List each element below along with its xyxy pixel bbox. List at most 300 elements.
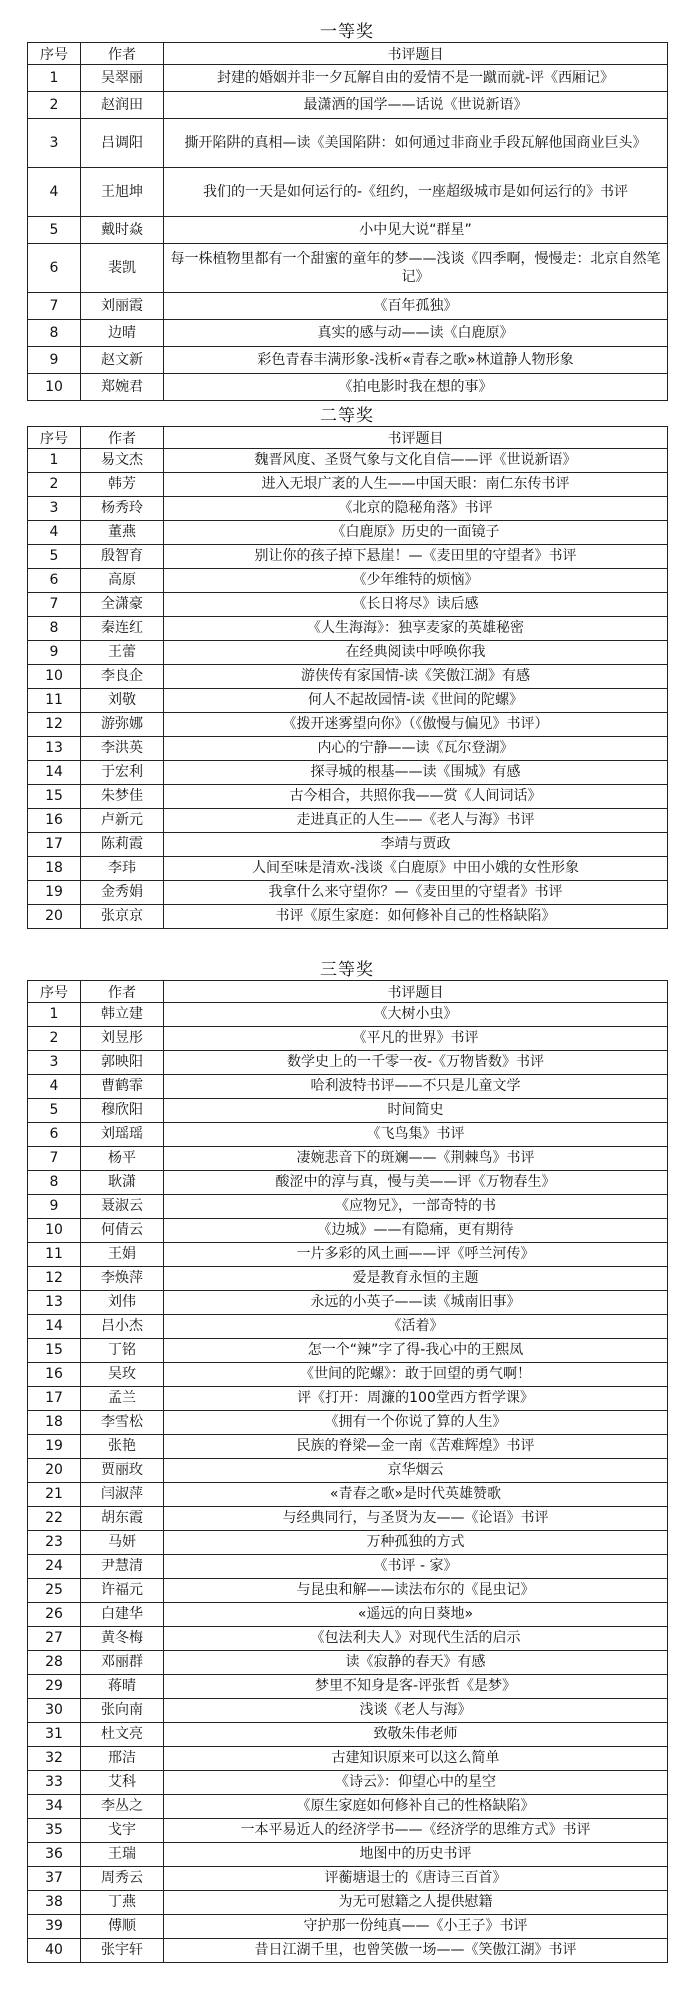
- table-row: [28, 320, 668, 347]
- table-row: [28, 1411, 668, 1435]
- cell-author: 傅顺: [81, 1915, 164, 1939]
- cell-author: 曹鹤霏: [81, 1075, 164, 1099]
- cell-author: 刘瑶瑶: [81, 1123, 164, 1147]
- cell-author: 马妍: [81, 1531, 164, 1555]
- cell-title: 哈利波特书评——不只是儿童文学: [164, 1075, 668, 1099]
- cell-no: 12: [28, 1267, 81, 1291]
- cell-author: 秦连红: [81, 617, 164, 641]
- cell-title: 《北京的隐秘角落》书评: [164, 497, 668, 521]
- cell-no: 5: [28, 545, 81, 569]
- table-row: [28, 833, 668, 857]
- table-row: [28, 1867, 668, 1891]
- cell-no: 9: [28, 641, 81, 665]
- cell-title: 时间简史: [164, 1099, 668, 1123]
- cell-author: 李雪松: [81, 1411, 164, 1435]
- cell-author: 蒋晴: [81, 1675, 164, 1699]
- cell-no: 6: [28, 569, 81, 593]
- cell-title: 梦里不知身是客-评张哲《是梦》: [164, 1675, 668, 1699]
- cell-title: 《活着》: [164, 1315, 668, 1339]
- cell-author: 戴时焱: [81, 217, 164, 244]
- cell-author: 李焕萍: [81, 1267, 164, 1291]
- table-row: [28, 569, 668, 593]
- cell-title: 《白鹿原》历史的一面镜子: [164, 521, 668, 545]
- cell-title: «遥远的向日葵地»: [164, 1603, 668, 1627]
- cell-author: 金秀娟: [81, 881, 164, 905]
- cell-author: 赵润田: [81, 92, 164, 119]
- cell-no: 18: [28, 857, 81, 881]
- cell-author: 王旭坤: [81, 168, 164, 217]
- table-row: [28, 1507, 668, 1531]
- cell-no: 25: [28, 1579, 81, 1603]
- header-no: 序号: [28, 427, 81, 449]
- table-row: [28, 1747, 668, 1771]
- first-prize-section: [27, 22, 667, 401]
- cell-no: 8: [28, 320, 81, 347]
- cell-no: 33: [28, 1771, 81, 1795]
- cell-no: 16: [28, 1363, 81, 1387]
- cell-author: 邓丽群: [81, 1651, 164, 1675]
- cell-author: 胡东霞: [81, 1507, 164, 1531]
- cell-author: 赵文新: [81, 347, 164, 374]
- third-prize-title: 三等奖: [320, 960, 374, 980]
- table-row: [28, 497, 668, 521]
- cell-title: 《大树小虫》: [164, 1003, 668, 1027]
- cell-title: 凄婉悲音下的斑斓——《荆棘鸟》书评: [164, 1147, 668, 1171]
- cell-title: 《边城》——有隐痛，更有期待: [164, 1219, 668, 1243]
- table-row: [28, 809, 668, 833]
- first-prize-title: 一等奖: [320, 22, 374, 42]
- table-row: [28, 1771, 668, 1795]
- cell-author: 易文杰: [81, 449, 164, 473]
- cell-no: 14: [28, 761, 81, 785]
- cell-title: 封建的婚姻并非一夕瓦解自由的爱情不是一蹴而就-评《西厢记》: [164, 65, 668, 92]
- cell-title: 《飞鸟集》书评: [164, 1123, 668, 1147]
- cell-author: 刘丽霞: [81, 293, 164, 320]
- cell-author: 吕调阳: [81, 119, 164, 168]
- cell-author: 李洪英: [81, 737, 164, 761]
- table-header-row: [28, 427, 668, 449]
- cell-no: 13: [28, 737, 81, 761]
- cell-author: 吕小杰: [81, 1315, 164, 1339]
- cell-author: 李丛之: [81, 1795, 164, 1819]
- cell-author: 张向南: [81, 1699, 164, 1723]
- cell-author: 刘伟: [81, 1291, 164, 1315]
- cell-author: 邢洁: [81, 1747, 164, 1771]
- cell-title: 小中见大说“群星”: [164, 217, 668, 244]
- cell-no: 5: [28, 1099, 81, 1123]
- cell-no: 10: [28, 665, 81, 689]
- table-row: [28, 347, 668, 374]
- cell-no: 6: [28, 244, 81, 293]
- cell-title: 最潇洒的国学——话说《世说新语》: [164, 92, 668, 119]
- cell-title: 《拍电影时我在想的事》: [164, 374, 668, 401]
- cell-no: 13: [28, 1291, 81, 1315]
- cell-no: 4: [28, 168, 81, 217]
- cell-no: 40: [28, 1939, 81, 1963]
- cell-author: 高原: [81, 569, 164, 593]
- third-prize-table: [27, 980, 668, 1963]
- cell-author: 李玮: [81, 857, 164, 881]
- cell-author: 游弥娜: [81, 713, 164, 737]
- table-row: [28, 1603, 668, 1627]
- cell-title: 与昆虫和解——读法布尔的《昆虫记》: [164, 1579, 668, 1603]
- cell-no: 20: [28, 1459, 81, 1483]
- table-row: [28, 65, 668, 92]
- cell-author: 韩芳: [81, 473, 164, 497]
- cell-title: 走进真正的人生——《老人与海》书评: [164, 809, 668, 833]
- cell-author: 朱梦佳: [81, 785, 164, 809]
- cell-title: 何人不起故园情-读《世间的陀螺》: [164, 689, 668, 713]
- cell-title: 一片多彩的风土画——评《呼兰河传》: [164, 1243, 668, 1267]
- cell-title: 彩色青春丰满形象-浅析«青春之歌»林道静人物形象: [164, 347, 668, 374]
- cell-author: 周秀云: [81, 1867, 164, 1891]
- table-row: [28, 449, 668, 473]
- table-row: [28, 1435, 668, 1459]
- cell-no: 2: [28, 92, 81, 119]
- cell-author: 刘敬: [81, 689, 164, 713]
- table-row: [28, 374, 668, 401]
- cell-title: 评《打开：周濂的100堂西方哲学课》: [164, 1387, 668, 1411]
- cell-no: 20: [28, 905, 81, 929]
- table-row: [28, 1939, 668, 1963]
- cell-no: 17: [28, 1387, 81, 1411]
- cell-no: 19: [28, 881, 81, 905]
- cell-no: 34: [28, 1795, 81, 1819]
- cell-author: 吴翠丽: [81, 65, 164, 92]
- cell-author: 全潇豪: [81, 593, 164, 617]
- cell-no: 3: [28, 119, 81, 168]
- second-prize-title: 二等奖: [320, 406, 374, 426]
- cell-no: 1: [28, 65, 81, 92]
- cell-author: 张京京: [81, 905, 164, 929]
- cell-no: 2: [28, 1027, 81, 1051]
- cell-author: 许福元: [81, 1579, 164, 1603]
- cell-author: 于宏利: [81, 761, 164, 785]
- cell-author: 耿潇: [81, 1171, 164, 1195]
- cell-title: 京华烟云: [164, 1459, 668, 1483]
- table-row: [28, 1627, 668, 1651]
- cell-no: 35: [28, 1819, 81, 1843]
- cell-author: 郭映阳: [81, 1051, 164, 1075]
- cell-author: 杨秀玲: [81, 497, 164, 521]
- table-row: [28, 473, 668, 497]
- cell-title: 真实的感与动——读《白鹿原》: [164, 320, 668, 347]
- cell-author: 裴凯: [81, 244, 164, 293]
- table-row: [28, 119, 668, 168]
- cell-no: 8: [28, 1171, 81, 1195]
- cell-no: 19: [28, 1435, 81, 1459]
- header-title: 书评题目: [164, 43, 668, 65]
- table-header-row: [28, 43, 668, 65]
- cell-no: 31: [28, 1723, 81, 1747]
- cell-no: 23: [28, 1531, 81, 1555]
- cell-no: 28: [28, 1651, 81, 1675]
- cell-title: 《平凡的世界》书评: [164, 1027, 668, 1051]
- cell-no: 3: [28, 497, 81, 521]
- cell-title: 古建知识原来可以这么简单: [164, 1747, 668, 1771]
- cell-no: 3: [28, 1051, 81, 1075]
- cell-no: 9: [28, 347, 81, 374]
- cell-no: 11: [28, 1243, 81, 1267]
- table-row: [28, 1699, 668, 1723]
- table-row: [28, 737, 668, 761]
- cell-no: 37: [28, 1867, 81, 1891]
- table-row: [28, 545, 668, 569]
- table-row: [28, 1459, 668, 1483]
- table-row: [28, 689, 668, 713]
- header-author: 作者: [81, 981, 164, 1003]
- table-row: [28, 1075, 668, 1099]
- cell-author: 闫淑萍: [81, 1483, 164, 1507]
- cell-title: 《诗云》：仰望心中的星空: [164, 1771, 668, 1795]
- cell-no: 14: [28, 1315, 81, 1339]
- cell-author: 白建华: [81, 1603, 164, 1627]
- table-row: [28, 593, 668, 617]
- table-row: [28, 1579, 668, 1603]
- second-prize-section: [27, 406, 667, 929]
- cell-no: 29: [28, 1675, 81, 1699]
- cell-title: 进入无垠广袤的人生——中国天眼：南仁东传书评: [164, 473, 668, 497]
- cell-no: 38: [28, 1891, 81, 1915]
- cell-title: 浅谈《老人与海》: [164, 1699, 668, 1723]
- cell-title: 我们的一天是如何运行的-《纽约，一座超级城市是如何运行的》书评: [164, 168, 668, 217]
- table-row: [28, 1051, 668, 1075]
- cell-author: 王瑞: [81, 1843, 164, 1867]
- cell-author: 杜文亮: [81, 1723, 164, 1747]
- table-row: [28, 1147, 668, 1171]
- cell-author: 刘昱彤: [81, 1027, 164, 1051]
- cell-no: 1: [28, 449, 81, 473]
- cell-title: 地图中的历史书评: [164, 1843, 668, 1867]
- cell-title: 致敬朱伟老师: [164, 1723, 668, 1747]
- cell-title: 与经典同行，与圣贤为友——《论语》书评: [164, 1507, 668, 1531]
- table-row: [28, 1339, 668, 1363]
- cell-title: 万种孤独的方式: [164, 1531, 668, 1555]
- cell-title: 《拨开迷雾望向你》（《傲慢与偏见》书评）: [164, 713, 668, 737]
- cell-author: 韩立建: [81, 1003, 164, 1027]
- cell-no: 22: [28, 1507, 81, 1531]
- cell-title: 一本平易近人的经济学书——《经济学的思维方式》书评: [164, 1819, 668, 1843]
- cell-author: 何倩云: [81, 1219, 164, 1243]
- cell-no: 1: [28, 1003, 81, 1027]
- table-row: [28, 1531, 668, 1555]
- cell-author: 殷智育: [81, 545, 164, 569]
- cell-title: 《拥有一个你说了算的人生》: [164, 1411, 668, 1435]
- table-row: [28, 1099, 668, 1123]
- cell-title: 人间至味是清欢-浅谈《白鹿原》中田小娥的女性形象: [164, 857, 668, 881]
- header-title: 书评题目: [164, 427, 668, 449]
- cell-title: 书评《原生家庭：如何修补自己的性格缺陷》: [164, 905, 668, 929]
- cell-author: 董燕: [81, 521, 164, 545]
- cell-no: 16: [28, 809, 81, 833]
- table-row: [28, 92, 668, 119]
- cell-no: 17: [28, 833, 81, 857]
- cell-title: 我拿什么来守望你？—《麦田里的守望者》书评: [164, 881, 668, 905]
- table-row: [28, 641, 668, 665]
- cell-no: 4: [28, 1075, 81, 1099]
- cell-title: 别让你的孩子掉下悬崖！—《麦田里的守望者》书评: [164, 545, 668, 569]
- cell-author: 黄冬梅: [81, 1627, 164, 1651]
- cell-title: 《包法利夫人》对现代生活的启示: [164, 1627, 668, 1651]
- cell-author: 丁燕: [81, 1891, 164, 1915]
- cell-title: 撕开陷阱的真相—读《美国陷阱：如何通过非商业手段瓦解他国商业巨头》: [164, 119, 668, 168]
- cell-no: 7: [28, 1147, 81, 1171]
- cell-no: 12: [28, 713, 81, 737]
- table-row: [28, 1723, 668, 1747]
- table-row: [28, 1675, 668, 1699]
- table-row: [28, 1819, 668, 1843]
- table-row: [28, 1891, 668, 1915]
- cell-no: 32: [28, 1747, 81, 1771]
- header-author: 作者: [81, 43, 164, 65]
- table-row: [28, 617, 668, 641]
- cell-no: 7: [28, 593, 81, 617]
- table-row: [28, 521, 668, 545]
- table-row: [28, 1195, 668, 1219]
- table-row: [28, 1003, 668, 1027]
- cell-no: 10: [28, 1219, 81, 1243]
- cell-title: 评蘅塘退士的《唐诗三百首》: [164, 1867, 668, 1891]
- cell-no: 27: [28, 1627, 81, 1651]
- cell-no: 36: [28, 1843, 81, 1867]
- table-row: [28, 217, 668, 244]
- cell-no: 30: [28, 1699, 81, 1723]
- cell-no: 39: [28, 1915, 81, 1939]
- cell-author: 陈莉霞: [81, 833, 164, 857]
- cell-no: 24: [28, 1555, 81, 1579]
- table-row: [28, 1915, 668, 1939]
- cell-title: 读《寂静的春天》有感: [164, 1651, 668, 1675]
- table-row: [28, 881, 668, 905]
- cell-no: 8: [28, 617, 81, 641]
- table-row: [28, 1315, 668, 1339]
- cell-title: 《少年维特的烦恼》: [164, 569, 668, 593]
- table-row: [28, 293, 668, 320]
- second-prize-table: [27, 426, 668, 929]
- cell-no: 26: [28, 1603, 81, 1627]
- cell-title: 永远的小英子——读《城南旧事》: [164, 1291, 668, 1315]
- cell-no: 10: [28, 374, 81, 401]
- table-row: [28, 665, 668, 689]
- table-row: [28, 761, 668, 785]
- cell-title: «青春之歌»是时代英雄赞歌: [164, 1483, 668, 1507]
- cell-no: 6: [28, 1123, 81, 1147]
- table-row: [28, 1171, 668, 1195]
- cell-author: 戈宇: [81, 1819, 164, 1843]
- cell-title: 怎一个“辣”字了得-我心中的王熙凤: [164, 1339, 668, 1363]
- table-row: [28, 1651, 668, 1675]
- table-row: [28, 1795, 668, 1819]
- cell-title: 昔日江湖千里，也曾笑傲一场——《笑傲江湖》书评: [164, 1939, 668, 1963]
- cell-title: 《原生家庭如何修补自己的性格缺陷》: [164, 1795, 668, 1819]
- table-row: [28, 1123, 668, 1147]
- cell-no: 15: [28, 1339, 81, 1363]
- cell-author: 杨平: [81, 1147, 164, 1171]
- cell-author: 张宇轩: [81, 1939, 164, 1963]
- cell-title: 探寻城的根基——读《围城》有感: [164, 761, 668, 785]
- table-row: [28, 1267, 668, 1291]
- table-row: [28, 1387, 668, 1411]
- table-row: [28, 713, 668, 737]
- cell-author: 郑婉君: [81, 374, 164, 401]
- cell-author: 丁铭: [81, 1339, 164, 1363]
- cell-title: 古今相合，共照你我——赏《人间词话》: [164, 785, 668, 809]
- table-row: [28, 785, 668, 809]
- cell-author: 孟兰: [81, 1387, 164, 1411]
- cell-title: 《百年孤独》: [164, 293, 668, 320]
- table-row: [28, 1555, 668, 1579]
- cell-no: 4: [28, 521, 81, 545]
- cell-author: 贾丽玫: [81, 1459, 164, 1483]
- cell-title: 为无可慰籍之人提供慰籍: [164, 1891, 668, 1915]
- cell-author: 聂淑云: [81, 1195, 164, 1219]
- cell-no: 2: [28, 473, 81, 497]
- cell-title: 在经典阅读中呼唤你我: [164, 641, 668, 665]
- table-row: [28, 1291, 668, 1315]
- cell-author: 王娟: [81, 1243, 164, 1267]
- header-author: 作者: [81, 427, 164, 449]
- table-row: [28, 168, 668, 217]
- cell-title: 酸涩中的淳与真，慢与美——评《万物春生》: [164, 1171, 668, 1195]
- table-row: [28, 905, 668, 929]
- third-prize-section: [27, 960, 667, 1963]
- table-header-row: [28, 981, 668, 1003]
- cell-title: 守护那一份纯真——《小王子》书评: [164, 1915, 668, 1939]
- cell-no: 9: [28, 1195, 81, 1219]
- cell-author: 张艳: [81, 1435, 164, 1459]
- cell-author: 卢新元: [81, 809, 164, 833]
- table-row: [28, 1243, 668, 1267]
- cell-no: 18: [28, 1411, 81, 1435]
- cell-title: 《应物兄》，一部奇特的书: [164, 1195, 668, 1219]
- cell-title: 《长日将尽》读后感: [164, 593, 668, 617]
- cell-author: 边晴: [81, 320, 164, 347]
- header-no: 序号: [28, 43, 81, 65]
- cell-author: 艾科: [81, 1771, 164, 1795]
- table-row: [28, 1843, 668, 1867]
- cell-no: 7: [28, 293, 81, 320]
- cell-no: 11: [28, 689, 81, 713]
- table-row: [28, 1363, 668, 1387]
- header-no: 序号: [28, 981, 81, 1003]
- cell-title: 内心的宁静——读《瓦尔登湖》: [164, 737, 668, 761]
- cell-author: 王蕾: [81, 641, 164, 665]
- cell-title: 每一株植物里都有一个甜蜜的童年的梦——浅谈《四季啊，慢慢走：北京自然笔记》: [164, 244, 668, 293]
- table-row: [28, 244, 668, 293]
- cell-author: 吴玫: [81, 1363, 164, 1387]
- cell-no: 15: [28, 785, 81, 809]
- cell-title: 《书评 - 家》: [164, 1555, 668, 1579]
- cell-author: 尹慧清: [81, 1555, 164, 1579]
- cell-title: 游侠传有家国情-读《笑傲江湖》有感: [164, 665, 668, 689]
- table-row: [28, 1483, 668, 1507]
- cell-title: 魏晋风度、圣贤气象与文化自信——评《世说新语》: [164, 449, 668, 473]
- first-prize-table: [27, 42, 668, 401]
- cell-title: 爱是教育永恒的主题: [164, 1267, 668, 1291]
- cell-author: 李良企: [81, 665, 164, 689]
- cell-title: 数学史上的一千零一夜-《万物皆数》书评: [164, 1051, 668, 1075]
- table-row: [28, 1219, 668, 1243]
- cell-title: 《世间的陀螺》：敢于回望的勇气啊！: [164, 1363, 668, 1387]
- cell-no: 21: [28, 1483, 81, 1507]
- header-title: 书评题目: [164, 981, 668, 1003]
- cell-title: 民族的脊梁—金一南《苦难辉煌》书评: [164, 1435, 668, 1459]
- cell-title: 《人生海海》：独享麦家的英雄秘密: [164, 617, 668, 641]
- cell-title: 李靖与贾政: [164, 833, 668, 857]
- cell-no: 5: [28, 217, 81, 244]
- table-row: [28, 1027, 668, 1051]
- table-row: [28, 857, 668, 881]
